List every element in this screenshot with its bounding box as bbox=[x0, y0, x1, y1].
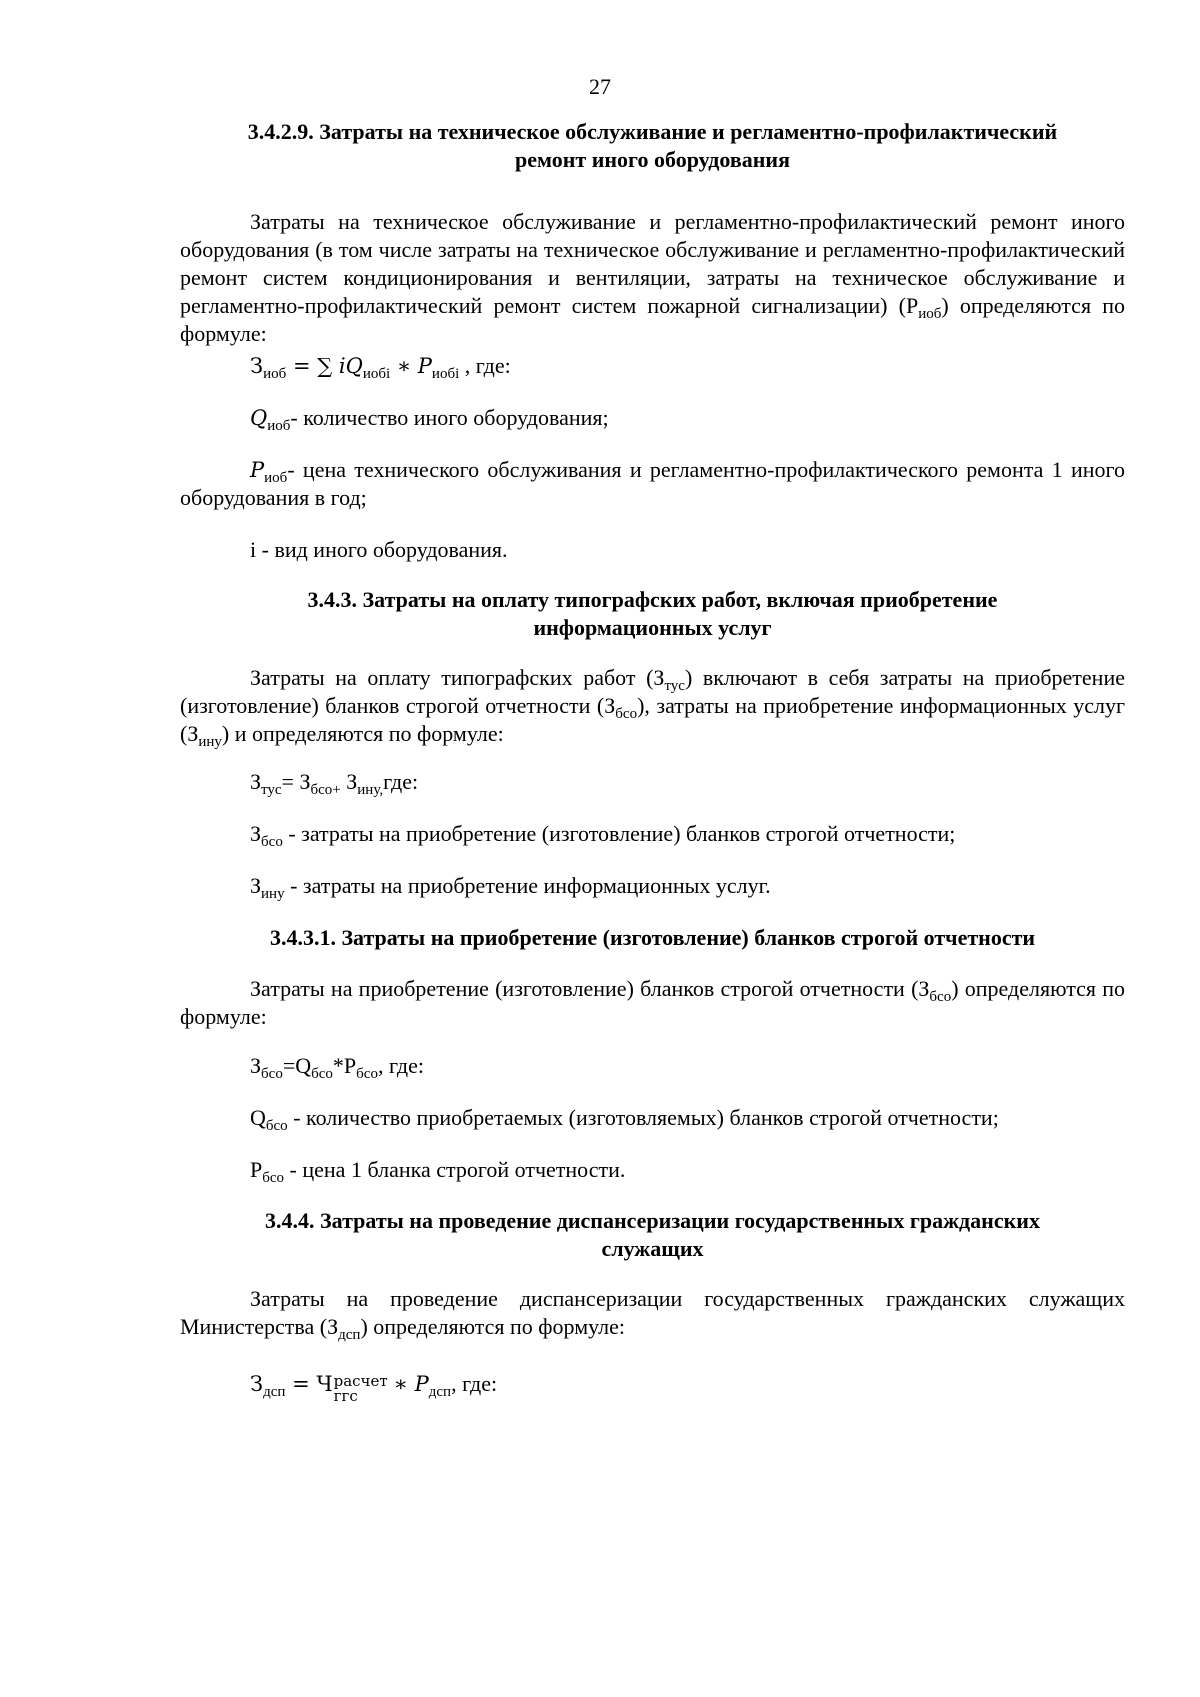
heading-line: ремонт иного оборудования bbox=[515, 147, 790, 172]
definition-q-bso: $Q_{бсо}$ - количество приобретаемых (изготовляемых) бланков строгой отчетности; bbox=[250, 1105, 999, 1134]
definition-q-iob: $Q_{иоб}-$ количество иного оборудования; bbox=[250, 405, 609, 434]
heading-line: 3.4.3. Затраты на оплату типографских работ, включая приобретение bbox=[307, 587, 998, 612]
formula-z-bso: $З_{бсо}=Q_{бсо}*Р_{бсо}$, где: bbox=[250, 1053, 424, 1082]
definition-z-bso: $З_{бсо}$ - затраты на приобретение (изготовление) бланков строгой отчетности; bbox=[250, 821, 956, 850]
definition-z-inu: $З_{ину}$ - затраты на приобретение информационных услуг. bbox=[250, 873, 771, 902]
heading-3-4-2-9 bbox=[180, 118, 1125, 174]
definition-i: i - вид иного оборудования. bbox=[250, 537, 508, 562]
formula-z-dsp: $З_{дсп} = Ч$ расчет ггс ∗ $P_{дсп}$, где: bbox=[250, 1371, 498, 1405]
heading-3-4-3 bbox=[180, 586, 1125, 642]
heading-3-4-3-1: 3.4.3.1. Затраты на приобретение (изготовление) бланков строгой отчетности bbox=[269, 925, 1036, 950]
heading-line: информационных услуг bbox=[533, 615, 772, 640]
paragraph-3-4-4-intro: Затраты на проведение диспансеризации государственных гражданских служащих Министерства $(З_{дсп})$ определяются по формуле: bbox=[180, 1286, 1125, 1343]
formula-z-iob: $З_{иоб}$ = ∑ $iQ_{иобi}$ ∗ $P_{иобi}$ , где: bbox=[250, 353, 511, 382]
heading-line: служащих bbox=[601, 1236, 704, 1261]
definition-p-iob: $P_{иоб}-$ цена технического обслуживания и регламентно-профилактического ремонта 1 иного оборудования в год; bbox=[180, 457, 1125, 510]
heading-line: 3.4.2.9. Затраты на техническое обслуживание и регламентно-профилактический bbox=[247, 119, 1058, 144]
formula-z-tus: $З_{тус}= З_{бсо+}$ $З_{ину,}где$: bbox=[250, 769, 419, 798]
paragraph-3-4-2-9-intro: Затраты на техническое обслуживание и регламентно-профилактический ремонт иного оборудования (в том числе затраты на техническое обслуживание и регламентно-профилактический ремонт систем кондиционирования и вентиляции, затраты на техническое обслуживание и регламентно-профилактический ремонт систем пожарной сигнализации) $(Р_{иоб})$ определяются по формуле: bbox=[180, 209, 1125, 346]
heading-line: 3.4.4. Затраты на проведение диспансеризации государственных гражданских bbox=[265, 1208, 1040, 1233]
ch-superscript-subscript: расчет ггс bbox=[333, 1372, 388, 1405]
heading-3-4-4 bbox=[180, 1207, 1125, 1263]
page-number: 27 bbox=[589, 74, 611, 99]
paragraph-3-4-3-intro: Затраты на оплату типографских работ $(З_{тус})$ включают в себя затраты на приобретение (изготовление) бланков строгой отчетности $(З_{бсо})$, затраты на приобретение информационных услуг $(З_{ину})$ и определяются по формуле: bbox=[180, 665, 1125, 750]
paragraph-3-4-3-1-intro: Затраты на приобретение (изготовление) бланков строгой отчетности $(З_{бсо})$ определяются по формуле: bbox=[180, 976, 1125, 1029]
definition-p-bso: $Р_{бсо}$ - цена 1 бланка строгой отчетности. bbox=[250, 1157, 626, 1186]
